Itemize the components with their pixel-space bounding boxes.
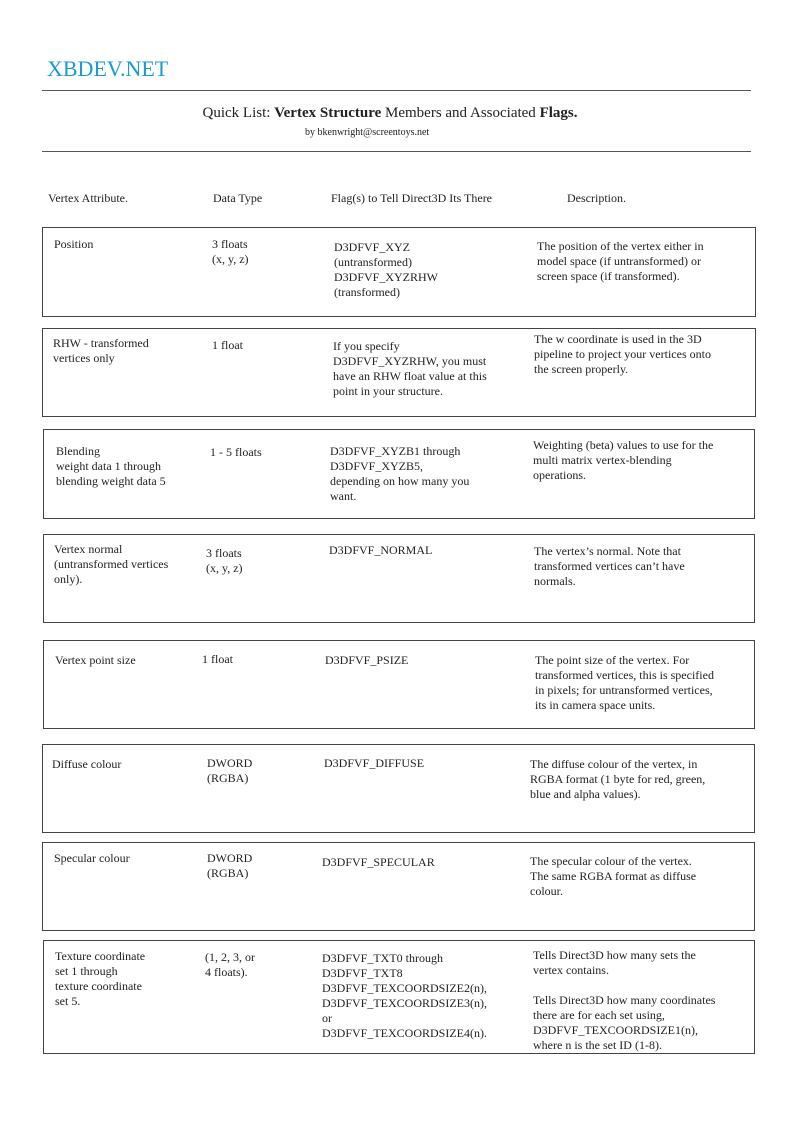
cell-attribute: [55, 653, 136, 668]
cell-flags: [334, 240, 438, 300]
cell-attribute-line: Texture coordinate: [55, 949, 146, 963]
column-header-flags: Flag(s) to Tell Direct3D Its There: [331, 191, 493, 205]
cell-flags-line: D3DFVF_XYZRHW: [334, 270, 439, 284]
title-bold-vertex-structure: Vertex Structure: [274, 105, 382, 121]
cell-flags-line: D3DFVF_TEXCOORDSIZE3(n),: [322, 996, 487, 1010]
cell-data-type-line: 1 float: [202, 652, 233, 666]
cell-flags-line: If you specify: [333, 339, 400, 353]
cell-description-line: screen space (if transformed).: [537, 269, 680, 283]
cell-description-line: normals.: [534, 574, 576, 588]
cell-attribute: [54, 237, 93, 252]
cell-attribute-line: set 5.: [55, 994, 81, 1008]
cell-flags-line: D3DFVF_TEXCOORDSIZE4(n).: [322, 1026, 487, 1040]
cell-description-line: D3DFVF_TEXCOORDSIZE1(n),: [533, 1023, 698, 1037]
cell-description: [534, 332, 711, 377]
cell-data-type-line: (1, 2, 3, or: [205, 950, 255, 964]
cell-description-line: its in camera space units.: [535, 698, 656, 712]
cell-description-line: The same RGBA format as diffuse: [530, 869, 697, 883]
cell-data-type-line: (x, y, z): [212, 252, 249, 266]
cell-attribute-line: Diffuse colour: [52, 757, 122, 771]
cell-attribute-line: RHW - transformed: [53, 336, 149, 350]
cell-attribute-line: vertices only: [53, 351, 115, 365]
cell-data-type-line: DWORD: [207, 756, 253, 770]
cell-data-type-line: 3 floats: [212, 237, 248, 251]
cell-description-line: blue and alpha values).: [530, 787, 641, 801]
cell-description-line: The position of the vertex either in: [537, 239, 704, 253]
cell-data-type-line: 1 - 5 floats: [210, 445, 262, 459]
cell-flags-line: or: [322, 1011, 332, 1025]
cell-attribute: [54, 542, 168, 587]
cell-description: [534, 544, 685, 589]
cell-data-type-line: (RGBA): [207, 771, 249, 785]
cell-description: [530, 757, 705, 802]
cell-attribute: [53, 336, 149, 366]
cell-data-type-line: (x, y, z): [206, 561, 243, 575]
cell-data-type: [210, 445, 262, 460]
cell-description-line: Tells Direct3D how many sets the: [533, 948, 696, 962]
page-title: [0, 105, 780, 122]
cell-attribute-line: texture coordinate: [55, 979, 142, 993]
cell-description-line: Weighting (beta) values to use for the: [533, 438, 714, 452]
cell-description: [537, 239, 704, 284]
cell-description-line: multi matrix vertex-blending: [533, 453, 672, 467]
cell-attribute-line: set 1 through: [55, 964, 118, 978]
cell-description-line: [533, 978, 715, 993]
cell-flags-line: D3DFVF_NORMAL: [329, 543, 433, 557]
cell-description-line: The diffuse colour of the vertex, in: [530, 757, 698, 771]
cell-attribute: [55, 949, 145, 1009]
cell-flags-line: want.: [330, 489, 357, 503]
cell-attribute: [54, 851, 130, 866]
cell-description-line: pipeline to project your vertices onto: [534, 347, 711, 361]
cell-flags-line: D3DFVF_TEXCOORDSIZE2(n),: [322, 981, 487, 995]
cell-attribute-line: Blending: [56, 444, 100, 458]
cell-flags-line: D3DFVF_XYZRHW, you must: [333, 354, 487, 368]
title-bold-flags: Flags.: [539, 105, 578, 121]
cell-data-type: [207, 756, 252, 786]
cell-attribute: [52, 757, 121, 772]
cell-flags: [322, 951, 487, 1041]
cell-description: [533, 948, 715, 1053]
cell-description-line: The specular colour of the vertex.: [530, 854, 692, 868]
cell-data-type: [212, 237, 249, 267]
cell-attribute-line: Vertex normal: [54, 542, 123, 556]
cell-flags-line: depending on how many you: [330, 474, 470, 488]
cell-description-line: there are for each set using,: [533, 1008, 665, 1022]
cell-flags-line: D3DFVF_SPECULAR: [322, 855, 435, 869]
title-divider: [42, 151, 751, 152]
cell-description-line: The point size of the vertex. For: [535, 653, 690, 667]
cell-attribute-line: Position: [54, 237, 94, 251]
cell-flags: [333, 339, 487, 399]
cell-description: [535, 653, 714, 713]
cell-description-line: the screen properly.: [534, 362, 629, 376]
cell-description-line: operations.: [533, 468, 586, 482]
cell-data-type-line: 1 float: [212, 338, 243, 352]
cell-description-line: The vertex’s normal. Note that: [534, 544, 681, 558]
cell-flags-line: D3DFVF_DIFFUSE: [324, 756, 425, 770]
cell-description-line: transformed vertices can’t have: [534, 559, 685, 573]
cell-data-type: [205, 950, 255, 980]
cell-flags-line: (transformed): [334, 285, 400, 299]
cell-description-line: RGBA format (1 byte for red, green,: [530, 772, 706, 786]
cell-attribute: [56, 444, 166, 489]
author-byline: by bkenwright@screentoys.net: [305, 127, 430, 138]
site-logo: XBDEV.NET: [47, 56, 169, 81]
cell-flags: [329, 543, 432, 558]
cell-attribute-line: (untransformed vertices: [54, 557, 169, 571]
title-prefix: Quick List:: [202, 105, 275, 121]
cell-data-type: [206, 546, 243, 576]
cell-data-type: [207, 851, 252, 881]
cell-attribute-line: only).: [54, 572, 83, 586]
cell-data-type: [212, 338, 243, 353]
column-header-data-type: Data Type: [213, 191, 263, 205]
cell-description: [530, 854, 696, 899]
cell-data-type-line: 3 floats: [206, 546, 242, 560]
cell-flags-line: D3DFVF_PSIZE: [325, 653, 409, 667]
cell-attribute-line: Specular colour: [54, 851, 130, 865]
cell-flags-line: D3DFVF_XYZ: [334, 240, 411, 254]
cell-flags-line: D3DFVF_TXT8: [322, 966, 403, 980]
cell-description-line: The w coordinate is used in the 3D: [534, 332, 702, 346]
cell-flags: [330, 444, 469, 504]
cell-description-line: where n is the set ID (1-8).: [533, 1038, 662, 1052]
cell-data-type: [202, 652, 233, 667]
cell-flags-line: (untransformed): [334, 255, 412, 269]
cell-flags-line: D3DFVF_XYZB1 through: [330, 444, 461, 458]
cell-flags: [325, 653, 408, 668]
cell-description-line: model space (if untransformed) or: [537, 254, 701, 268]
cell-description-line: transformed vertices, this is specified: [535, 668, 714, 682]
cell-flags-line: D3DFVF_TXT0 through: [322, 951, 444, 965]
column-header-description: Description.: [567, 191, 626, 205]
cell-description-line: colour.: [530, 884, 563, 898]
title-middle: Members and Associated: [381, 105, 540, 121]
cell-description-line: Tells Direct3D how many coordinates: [533, 993, 716, 1007]
cell-flags: [324, 756, 424, 771]
cell-attribute-line: weight data 1 through: [56, 459, 161, 473]
cell-description: [533, 438, 713, 483]
cell-description-line: in pixels; for untransformed vertices,: [535, 683, 713, 697]
column-header-attribute: Vertex Attribute.: [48, 191, 128, 205]
cell-data-type-line: (RGBA): [207, 866, 249, 880]
top-divider: [42, 90, 751, 91]
cell-flags-line: have an RHW float value at this: [333, 369, 487, 383]
cell-flags-line: D3DFVF_XYZB5,: [330, 459, 424, 473]
cell-data-type-line: 4 floats).: [205, 965, 248, 979]
cell-flags-line: point in your structure.: [333, 384, 443, 398]
cell-description-line: vertex contains.: [533, 963, 609, 977]
cell-flags: [322, 855, 435, 870]
cell-attribute-line: blending weight data 5: [56, 474, 166, 488]
cell-attribute-line: Vertex point size: [55, 653, 136, 667]
cell-data-type-line: DWORD: [207, 851, 253, 865]
